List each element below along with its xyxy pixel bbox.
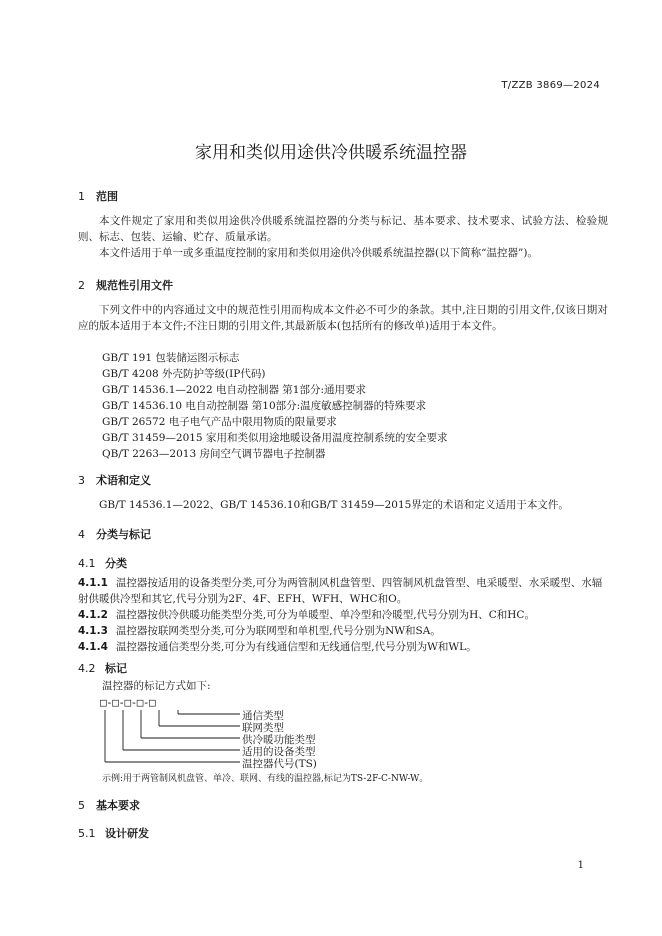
marking-leader-lines [100, 697, 250, 777]
reference-item: GB/T 31459—2015 家用和类似用途地暖设备用温度控制系统的安全要求 [102, 432, 448, 444]
clause-4-1-3 [78, 623, 608, 639]
section-1-heading [78, 188, 118, 204]
paragraph: 下列文件中的内容通过文中的规范性引用而构成本文件必不可少的条款。其中,注日期的引用文件,仅该日期对应的版本适用于本文件;不注日期的引用文件,其最新版本(包括所有的修改单)适用于本文件。 [78, 304, 608, 332]
marking-label-network: 联网类型 [242, 722, 284, 734]
marking-label-communication: 通信类型 [242, 710, 284, 722]
section-5-heading [78, 797, 140, 813]
clause-4-1-2 [78, 607, 608, 623]
section-number: 2 [78, 279, 85, 292]
subsection-4-2-heading [78, 660, 127, 676]
paragraph: 本文件适用于单一或多重温度控制的家用和类似用途供冷供暖系统温控器(以下简称“温控器”)。 [99, 247, 538, 259]
clause-text: 温控器按通信类型分类,可分为有线通信型和无线通信型,代号分别为W和WL。 [115, 641, 477, 653]
clause-number: 4.1.1 [78, 577, 108, 589]
marking-intro: 温控器的标记方式如下: [102, 680, 211, 692]
reference-item: GB/T 14536.10 电自动控制器 第10部分:温度敏感控制器的特殊要求 [102, 400, 427, 412]
section-title: 范围 [96, 190, 118, 203]
section-4-heading [78, 526, 151, 542]
document-title: 家用和类似用途供冷供暖系统温控器 [195, 143, 467, 163]
section-3-heading [78, 472, 151, 488]
section-number: 4 [78, 528, 85, 541]
clause-4-1-1 [78, 575, 608, 607]
subsection-number: 4.2 [78, 662, 96, 675]
section-title: 术语和定义 [96, 474, 151, 487]
reference-item: GB/T 191 包装储运图示标志 [102, 352, 240, 364]
marking-label-function: 供冷暖功能类型 [242, 734, 316, 746]
section-title: 基本要求 [96, 799, 140, 812]
subsection-title: 分类 [105, 557, 127, 570]
page-number: 1 [577, 860, 584, 871]
clause-text: 温控器按适用的设备类型分类,可分为两管制风机盘管型、四管制风机盘管型、电采暖型、水采暖型、水辐射供暖供冷型和其它,代号分别为2F、4F、EFH、WFH、WHC和O。 [78, 577, 603, 605]
paragraph: 本文件规定了家用和类似用途供冷供暖系统温控器的分类与标记、基本要求、技术要求、试验方法、检验规则、标志、包装、运输、贮存、质量承诺。 [78, 215, 608, 243]
marking-example: 示例:用于两管制风机盘管、单冷、联网、有线的温控器,标记为TS-2F-C-NW-W。 [102, 774, 429, 784]
marking-code: □-□-□-□-□ [100, 696, 156, 709]
section-number: 3 [78, 474, 85, 487]
paragraph: GB/T 14536.1—2022、GB/T 14536.10和GB/T 31459—2015界定的术语和定义适用于本文件。 [99, 499, 569, 511]
clause-text: 温控器按联网类型分类,可分为联网型和单机型,代号分别为NW和SA。 [115, 625, 441, 637]
subsection-title: 设计研发 [105, 827, 149, 840]
section-title: 分类与标记 [96, 528, 151, 541]
clause-number: 4.1.4 [78, 641, 108, 653]
reference-item: QB/T 2263—2013 房间空气调节器电子控制器 [102, 448, 326, 460]
clause-4-1-4 [78, 639, 608, 655]
clause-number: 4.1.2 [78, 609, 108, 621]
marking-label-code: 温控器代号(TS) [242, 758, 317, 770]
clause-number: 4.1.3 [78, 625, 108, 637]
reference-item: GB/T 26572 电子电气产品中限用物质的限量要求 [102, 416, 337, 428]
reference-item: GB/T 14536.1—2022 电自动控制器 第1部分:通用要求 [102, 384, 367, 396]
section-number: 1 [78, 190, 85, 203]
subsection-number: 5.1 [78, 827, 96, 840]
document-number: T/ZZB 3869—2024 [501, 80, 600, 91]
reference-item: GB/T 4208 外壳防护等级(IP代码) [102, 368, 266, 380]
subsection-number: 4.1 [78, 557, 96, 570]
clause-text: 温控器按供冷供暖功能类型分类,可分为单暖型、单冷型和冷暖型,代号分别为H、C和HC。 [115, 609, 535, 621]
marking-label-device: 适用的设备类型 [242, 746, 316, 758]
subsection-5-1-heading [78, 825, 149, 841]
section-title: 规范性引用文件 [96, 279, 173, 292]
subsection-4-1-heading [78, 555, 127, 571]
subsection-title: 标记 [105, 662, 127, 675]
section-2-heading [78, 277, 173, 293]
section-number: 5 [78, 799, 85, 812]
